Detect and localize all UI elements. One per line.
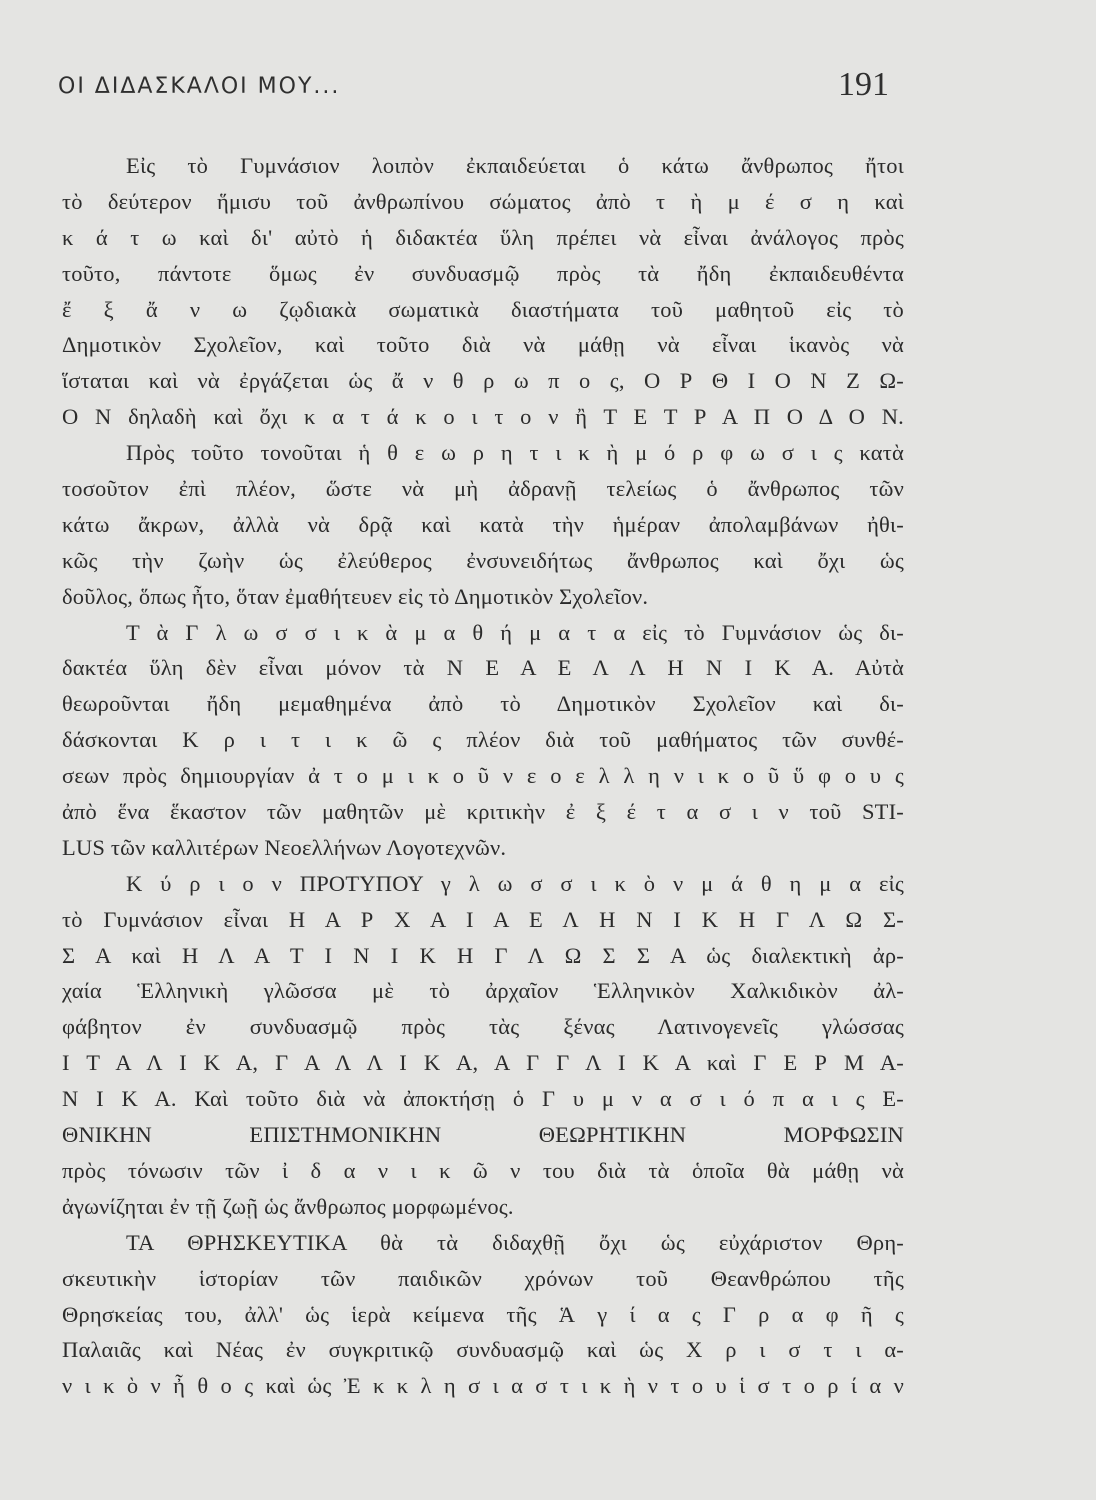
- text-line: Πρὸς τοῦτο τονοῦται ἡ θ ε ω ρ η τ ι κ ὴ μ ό ρ φ ω σ ι ς κατὰ: [126, 440, 904, 466]
- text-line: Εἰς τὸ Γυμνάσιον λοιπὸν ἐκπαιδεύεται ὁ κάτω ἄνθρωπος ἤτοι: [126, 153, 904, 178]
- text-line: σκευτικὴν ἱστορίαν τῶν παιδικῶν χρόνων τοῦ Θεανθρώπου τῆς: [62, 1265, 904, 1291]
- text-line: δοῦλος, ὅπως ἦτο, ὅταν ἐμαθήτευεν εἰς τὸ Δημοτικὸν Σχολεῖον.: [62, 583, 649, 609]
- text-line: ΘΝΙΚΗΝ ΕΠΙΣΤΗΜΟΝΙΚΗΝ ΘΕΩΡΗΤΙΚΗΝ ΜΟΡΦΩΣΙΝ: [62, 1122, 904, 1148]
- text-line: φάβητον ἐν συνδυασμῷ πρὸς τὰς ξένας Λατινογενεῖς γλώσσας: [62, 1014, 904, 1040]
- text-line: ἔ ξ ἄ ν ω ζῳδιακὰ σωματικὰ διαστήματα τοῦ μαθητοῦ εἰς τὸ: [62, 296, 904, 322]
- page-number: 191: [838, 66, 889, 103]
- text-line: χαία Ἑλληνικὴ γλῶσσα μὲ τὸ ἀρχαῖον Ἑλληνικὸν Χαλκιδικὸν ἀλ-: [62, 978, 904, 1004]
- text-line: Δημοτικὸν Σχολεῖον, καὶ τοῦτο διὰ νὰ μάθῃ νὰ εἶναι ἱκανὸς νὰ: [62, 332, 904, 358]
- text-line: σεων πρὸς δημιουργίαν ἀ τ ο μ ι κ ο ῦ ν ε ο ε λ λ η ν ι κ ο ῦ ὕ φ ο υ ς: [62, 763, 904, 789]
- text-line: κῶς τὴν ζωὴν ὡς ἐλεύθερος ἐνσυνειδήτως ἄνθρωπος καὶ ὄχι ὡς: [62, 547, 904, 573]
- text-line: Παλαιᾶς καὶ Νέας ἐν συγκριτικῷ συνδυασμῷ καὶ ὡς Χ ρ ι σ τ ι α-: [62, 1337, 904, 1363]
- text-line: τοσοῦτον ἐπὶ πλέον, ὥστε νὰ μὴ ἀδρανῇ τελείως ὁ ἄνθρωπος τῶν: [62, 476, 904, 502]
- text-line: κ ά τ ω καὶ δι' αὐτὸ ἡ διδακτέα ὕλη πρέπει νὰ εἶναι ἀνάλογος πρὸς: [62, 224, 904, 250]
- text-line: τοῦτο, πάντοτε ὅμως ἐν συνδυασμῷ πρὸς τὰ ἤδη ἐκπαιδευθέντα: [62, 260, 904, 286]
- text-line: LUS τῶν καλλιτέρων Νεοελλήνων Λογοτεχνῶν.: [62, 834, 507, 860]
- text-line: δάσκονται Κ ρ ι τ ι κ ῶ ς πλέον διὰ τοῦ μαθήματος τῶν συνθέ-: [62, 727, 904, 753]
- running-title: ΟΙ ΔΙΔΑΣΚΑΛΟΙ ΜΟΥ...: [58, 74, 341, 99]
- text-line: κάτω ἄκρων, ἀλλὰ νὰ δρᾷ καὶ κατὰ τὴν ἡμέραν ἀπολαμβάνων ἠθι-: [62, 511, 904, 537]
- text-line: θεωροῦνται ἤδη μεμαθημένα ἀπὸ τὸ Δημοτικὸν Σχολεῖον καὶ δι-: [62, 691, 904, 717]
- text-line: ἀπὸ ἕνα ἕκαστον τῶν μαθητῶν μὲ κριτικὴν ἐ ξ έ τ α σ ι ν τοῦ STI-: [62, 799, 904, 825]
- text-line: Θρησκείας του, ἀλλ' ὡς ἱερὰ κείμενα τῆς Ἁ γ ί α ς Γ ρ α φ ῆ ς: [62, 1301, 904, 1327]
- text-line: Τ ὰ Γ λ ω σ σ ι κ ὰ μ α θ ή μ α τ α εἰς τὸ Γυμνάσιον ὡς δι-: [126, 619, 904, 645]
- text-line: Ο Ν δηλαδὴ καὶ ὄχι κ α τ ά κ ο ι τ ο ν ἢ Τ Ε Τ Ρ Α Π Ο Δ Ο Ν.: [62, 404, 904, 430]
- text-line: ΤΑ ΘΡΗΣΚΕΥΤΙΚΑ θὰ τὰ διδαχθῇ ὄχι ὡς εὐχάριστον Θρη-: [126, 1229, 904, 1255]
- text-line: τὸ Γυμνάσιον εἶναι Η Α Ρ Χ Α Ι Α Ε Λ Η Ν Ι Κ Η Γ Λ Ω Σ-: [62, 906, 904, 932]
- text-line: ἀγωνίζηται ἐν τῇ ζωῇ ὡς ἄνθρωπος μορφωμένος.: [62, 1193, 514, 1219]
- text-line: Σ Α καὶ Η Λ Α Τ Ι Ν Ι Κ Η Γ Λ Ω Σ Σ Α ὡς διαλεκτικὴ ἀρ-: [62, 942, 904, 968]
- text-line: πρὸς τόνωσιν τῶν ἰ δ α ν ι κ ῶ ν του διὰ τὰ ὁποῖα θὰ μάθῃ νὰ: [62, 1157, 904, 1183]
- body-text: [62, 148, 904, 1404]
- text-line: δακτέα ὕλη δὲν εἶναι μόνον τὰ Ν Ε Α Ε Λ Λ Η Ν Ι Κ Α. Αὐτὰ: [62, 655, 904, 681]
- text-line: Ι Τ Α Λ Ι Κ Α, Γ Α Λ Λ Ι Κ Α, Α Γ Γ Λ Ι Κ Α καὶ Γ Ε Ρ Μ Α-: [62, 1050, 904, 1076]
- text-line: τὸ δεύτερον ἥμισυ τοῦ ἀνθρωπίνου σώματος ἀπὸ τ ὴ μ έ σ η καὶ: [62, 188, 904, 214]
- text-line: Ν Ι Κ Α. Καὶ τοῦτο διὰ νὰ ἀποκτήσῃ ὁ Γ υ μ ν α σ ι ό π α ι ς Ε-: [62, 1086, 904, 1112]
- text-line: ἵσταται καὶ νὰ ἐργάζεται ὡς ἄ ν θ ρ ω π ο ς, Ο Ρ Θ Ι Ο Ν Ζ Ω-: [62, 368, 904, 394]
- text-line: ν ι κ ὸ ν ἦ θ ο ς καὶ ὡς Ἐ κ κ λ η σ ι α σ τ ι κ ὴ ν τ ο υ ἱ σ τ ο ρ ί α ν: [62, 1373, 904, 1399]
- text-line: Κ ύ ρ ι ο ν ΠΡΟΤΥΠΟΥ γ λ ω σ σ ι κ ὸ ν μ ά θ η μ α εἰς: [126, 870, 904, 896]
